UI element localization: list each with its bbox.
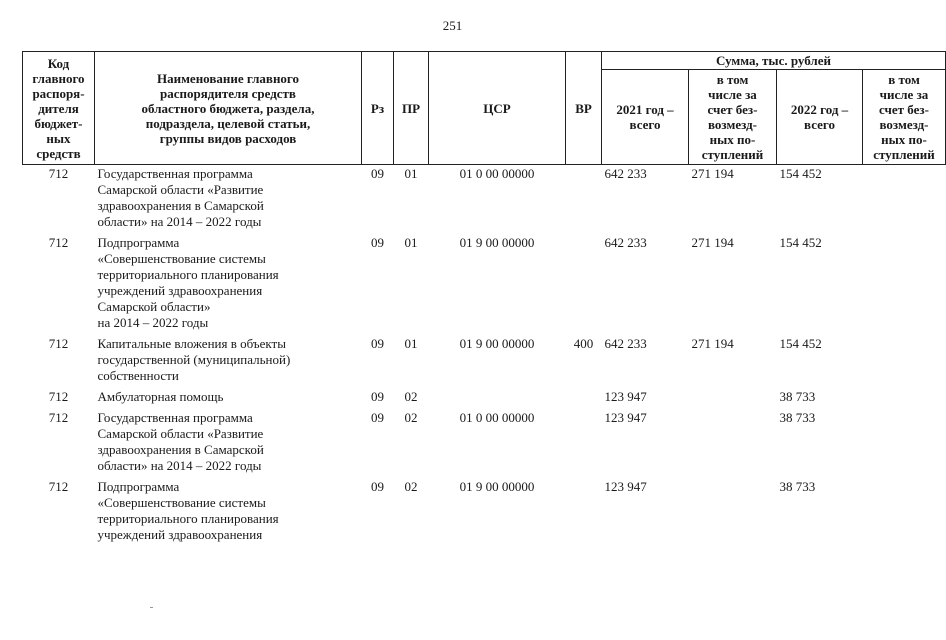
row-vr [566,478,602,547]
row-rz: 09 [371,410,384,425]
row-pr: 02 [404,479,418,494]
header-csr: ЦСР [429,52,566,165]
scan-speck [150,607,153,608]
row-2021-total: 642 233 [604,235,647,250]
header-pr: ПР [394,52,429,165]
row-pr: 02 [404,410,418,425]
row-2022-free [863,409,946,478]
row-code: 712 [48,389,69,404]
header-name: Наименование главного распорядителя средств областного бюджета, раздела, подраздела, целевой статьи, группы видов расходов [95,52,362,165]
row-2021-free [689,478,777,547]
table-body [23,165,946,548]
row-name: Подпрограмма «Совершенствование системы территориального планирования учреждений здравоохранения Самарской области» на 2014 – 2022 годы [97,235,279,330]
row-rz: 09 [371,479,384,494]
row-2021-free: 271 194 [691,336,734,351]
header-2021-total: 2021 год – всего [602,70,689,165]
row-vr: 400 [573,336,594,351]
budget-table [22,51,946,547]
row-2022-total: 38 733 [779,479,816,494]
row-2022-total: 154 452 [779,235,822,250]
row-vr [566,165,602,235]
table-row [23,165,946,235]
table-row [23,335,946,388]
header-2021-free: в том числе за счет без- возмезд- ных по- ступлений [689,70,777,165]
header-rz: Рз [362,52,394,165]
row-2021-free [689,409,777,478]
row-2021-total: 123 947 [604,410,647,425]
header-sum-title: Сумма, тыс. рублей [602,52,946,70]
row-csr: 01 9 00 00000 [459,235,535,250]
row-code: 712 [48,479,69,494]
row-2021-total: 123 947 [604,479,647,494]
row-pr: 01 [404,235,418,250]
page-number: 251 [442,18,463,33]
row-csr: 01 9 00 00000 [459,479,535,494]
row-2022-total: 38 733 [779,389,816,404]
row-pr: 01 [404,166,418,181]
row-name: Амбулаторная помощь [97,389,224,404]
row-rz: 09 [371,336,384,351]
row-2022-free [863,165,946,235]
table-row [23,234,946,335]
row-2021-total: 123 947 [604,389,647,404]
row-vr [566,409,602,478]
table-header [23,52,946,165]
row-rz: 09 [371,235,384,250]
row-2022-free [863,234,946,335]
row-pr: 01 [404,336,418,351]
row-2022-free [863,478,946,547]
row-name: Государственная программа Самарской области «Развитие здравоохранения в Самарской области» на 2014 – 2022 годы [97,166,264,229]
header-vr: ВР [566,52,602,165]
row-rz: 09 [371,166,384,181]
row-2021-free: 271 194 [691,235,734,250]
header-code: Код главного распоря- дителя бюджет- ных средств [23,52,95,165]
table-row [23,388,946,409]
row-vr [566,388,602,409]
row-code: 712 [48,235,69,250]
row-name: Капитальные вложения в объекты государственной (муниципальной) собственности [97,336,291,383]
row-code: 712 [48,410,69,425]
row-csr: 01 0 00 00000 [459,166,535,181]
row-pr: 02 [404,389,418,404]
row-vr [566,234,602,335]
table-row [23,478,946,547]
row-2022-total: 154 452 [779,336,822,351]
row-code: 712 [48,336,69,351]
row-2022-free [863,335,946,388]
row-csr: 01 0 00 00000 [459,410,535,425]
row-csr: 01 9 00 00000 [459,336,535,351]
row-csr [429,388,566,409]
row-2021-total: 642 233 [604,166,647,181]
table-row [23,409,946,478]
header-2022-free: в том числе за счет без- возмезд- ных по- ступлений [863,70,946,165]
row-2021-free [689,388,777,409]
row-2022-free [863,388,946,409]
row-name: Государственная программа Самарской области «Развитие здравоохранения в Самарской области» на 2014 – 2022 годы [97,410,264,473]
row-2021-free: 271 194 [691,166,734,181]
row-2022-total: 154 452 [779,166,822,181]
row-code: 712 [48,166,69,181]
row-2022-total: 38 733 [779,410,816,425]
row-rz: 09 [371,389,384,404]
row-name: Подпрограмма «Совершенствование системы территориального планирования учреждений здравоохранения [97,479,279,542]
header-2022-total: 2022 год – всего [777,70,863,165]
row-2021-total: 642 233 [604,336,647,351]
